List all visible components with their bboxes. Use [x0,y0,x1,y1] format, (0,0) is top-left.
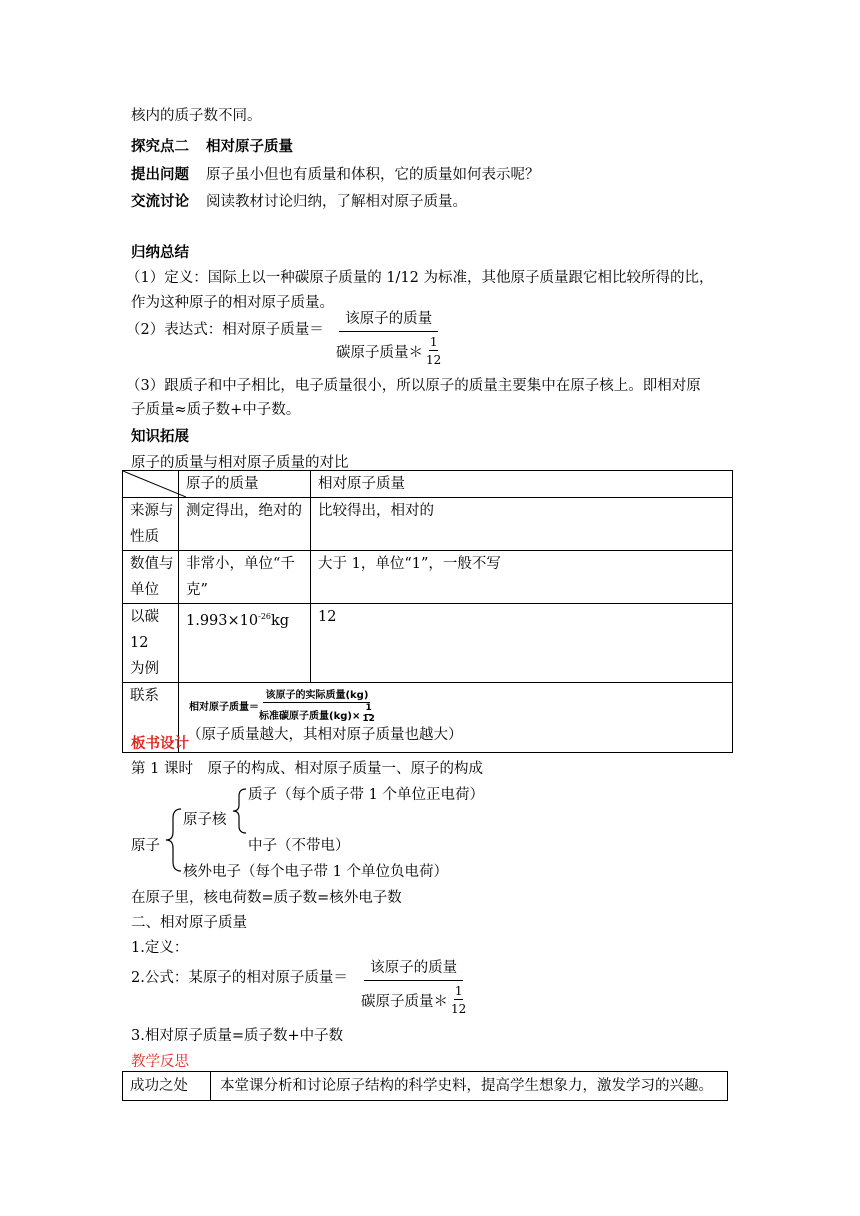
question-label: 提出问题 [131,167,189,183]
row-header-origin-line2: 性质 [130,529,159,545]
cell-value-mass-line1: 非常小，单位“千 [186,556,295,572]
link-numerator: 该原子的实际质量(kg) [263,686,370,703]
board-nucleus: 原子核 [183,812,227,828]
table-caption: 原子的质量与相对原子质量的对比 [131,455,349,471]
discussion-text: 阅读教材讨论归纳，了解相对原子质量。 [206,194,467,210]
diagonal-line [123,471,186,497]
board-sec2: 二、相对原子质量 [131,915,247,931]
row-header-origin-line1: 来源与 [130,503,174,519]
section2-label: 探究点二 [131,139,189,155]
extension-heading: 知识拓展 [131,429,189,445]
summary-p1a: （1）定义：国际上以一种碳原子质量的 1/12 为标准，其他原子质量跟它相比较所得的比， [126,270,714,286]
link-denominator: 标准碳原子质量(kg)× [259,710,361,722]
link-one: 1 [365,703,372,713]
inner-brace-icon [232,788,248,834]
cell-carbon-relative: 12 [311,604,733,683]
summary-p2-prefix: （2）表达式：相对原子质量＝ [126,322,324,338]
board-heading: 板书设计 [131,736,189,752]
row-header-carbon [123,604,179,683]
row-header-carbon-line1: 以碳 12 [130,609,159,651]
table-header-relative: 相对原子质量 [311,471,733,498]
cell-origin-relative: 比较得出，相对的 [311,498,733,551]
discussion-label: 交流讨论 [131,194,189,210]
carbon-mass-unit: kg [271,612,290,629]
carbon-mass-base: 1.993×10 [186,612,259,629]
cell-link [179,683,733,753]
board-fraction-denominator: 碳原子质量＊ [361,993,448,1010]
table-diagonal-cell [123,471,179,498]
board-fraction-twelve: 12 [451,1002,467,1016]
board-formula-prefix: 2.公式：某原子的相对原子质量＝ [131,970,348,986]
cell-value-mass [179,551,311,604]
summary-fraction-one: 1 [429,335,438,349]
row-header-value-line1: 数值与 [130,556,174,572]
link-twelve: 12 [362,714,375,724]
summary-heading: 归纳总结 [131,245,189,261]
board-atom: 原子 [131,838,160,854]
comparison-table [122,470,733,753]
board-fraction-one: 1 [454,984,463,998]
row-header-origin [123,498,179,551]
reflection-heading: 教学反思 [131,1054,189,1070]
table-header-mass: 原子的质量 [179,471,311,498]
row-header-link: 联系 [123,683,179,753]
section2-title: 相对原子质量 [206,139,293,155]
row-header-value-line2: 单位 [130,582,159,598]
board-rule: 在原子里，核电荷数=质子数=核外电子数 [131,890,402,906]
outer-brace-icon [165,808,183,872]
reflection-table [122,1071,728,1101]
summary-fraction [336,307,441,366]
link-formula [185,687,732,723]
summary-p1b: 作为这种原子的相对原子质量。 [131,295,334,311]
board-electron: 核外电子（每个电子带 1 个单位负电荷） [183,864,448,880]
link-prefix: 相对原子质量＝ [189,701,259,713]
board-def: 1.定义： [131,940,189,956]
summary-p3a: （3）跟质子和中子相比，电子质量很小，所以原子的质量主要集中在原子核上。即相对原 [126,378,701,394]
board-proton: 质子（每个质子带 1 个单位正电荷） [248,787,484,803]
board-fraction [361,956,466,1015]
board-item3: 3.相对原子质量=质子数+中子数 [131,1028,344,1044]
board-line1: 第 1 课时 原子的构成、相对原子质量一、原子的构成 [131,761,483,777]
board-neutron: 中子（不带电） [248,838,350,854]
cell-origin-mass: 测定得出，绝对的 [179,498,311,551]
intro-line: 核内的质子数不同。 [131,108,262,124]
question-text: 原子虽小但也有质量和体积，它的质量如何表示呢？ [206,167,540,183]
board-fraction-numerator: 该原子的质量 [364,956,463,981]
carbon-mass-exponent: -26 [258,612,272,621]
summary-fraction-denominator: 碳原子质量＊ [336,344,423,361]
summary-p3b: 子质量≈质子数+中子数。 [131,402,301,418]
row-header-value [123,551,179,604]
reflection-text: 本堂课分析和讨论原子结构的科学史料，提高学生想象力，激发学习的兴趣。 [211,1072,728,1101]
cell-value-mass-line2: 克” [186,582,208,598]
link-note: （原子质量越大，其相对原子质量也越大） [187,727,463,743]
cell-carbon-mass [179,604,311,683]
summary-fraction-numerator: 该原子的质量 [339,307,438,332]
summary-fraction-twelve: 12 [426,353,442,367]
row-header-carbon-line2: 为例 [130,661,159,677]
reflection-label: 成功之处 [123,1072,211,1101]
cell-value-relative: 大于 1，单位“1”，一般不写 [311,551,733,604]
